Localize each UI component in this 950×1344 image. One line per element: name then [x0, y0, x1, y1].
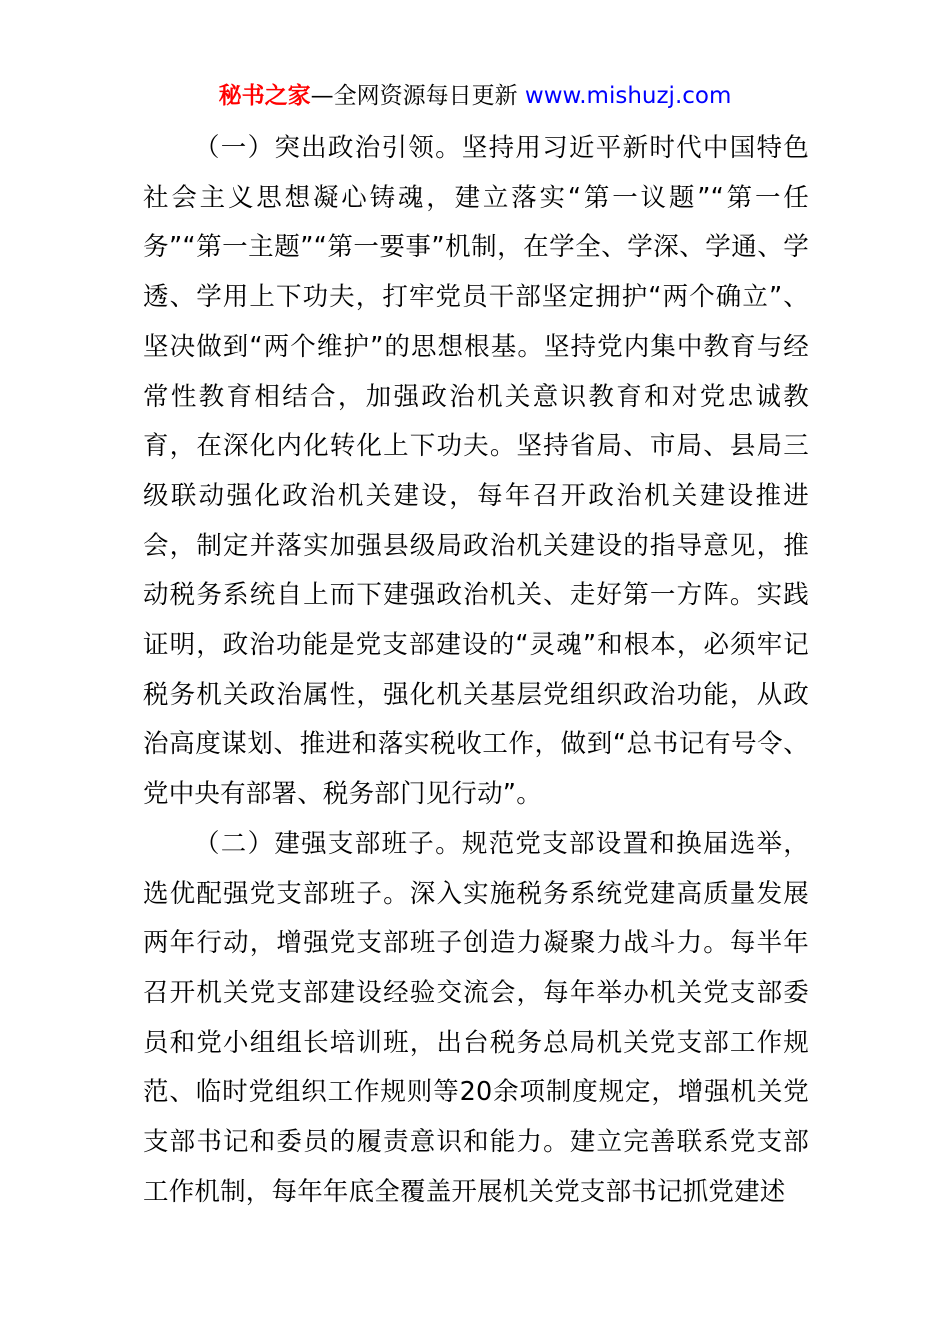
document-body	[143, 124, 809, 1217]
page-header	[0, 80, 950, 112]
paragraph-branch-team: （二）建强支部班子。规范党支部设置和换届选举，选优配强党支部班子。深入实施税务系统党建高质量发展两年行动，增强党支部班子创造力凝聚力战斗力。每半年召开机关党支部建设经验交流会，每年举办机关党支部委员和党小组组长培训班，出台税务总局机关党支部工作规范、临时党组织工作规则等20余项制度规定，增强机关党支部书记和委员的履责意识和能力。建立完善联系党支部工作机制，每年年底全覆盖开展机关党支部书记抓党建述	[143, 828, 809, 1207]
site-tagline: —全网资源每日更新	[310, 83, 525, 109]
site-url-link[interactable]: www.mishuzj.com	[524, 83, 732, 109]
paragraph-political-leadership: （一）突出政治引领。坚持用习近平新时代中国特色社会主义思想凝心铸魂，建立落实“第一议题”“第一任务”“第一主题”“第一要事”机制，在学全、学深、学通、学透、学用上下功夫，打牢党员干部坚定拥护“两个确立”、坚决做到“两个维护”的思想根基。坚持党内集中教育与经常性教育相结合，加强政治机关意识教育和对党忠诚教育，在深化内化转化上下功夫。坚持省局、市局、县局三级联动强化政治机关建设，每年召开政治机关建设推进会，制定并落实加强县级局政治机关建设的指导意见，推动税务系统自上而下建强政治机关、走好第一方阵。实践证明，政治功能是党支部建设的“灵魂”和根本，必须牢记税务机关政治属性，强化机关基层党组织政治功能，从政治高度谋划、推进和落实税收工作，做到“总书记有号令、党中央有部署、税务部门见行动”。	[143, 133, 809, 810]
site-name: 秘书之家	[218, 83, 311, 109]
